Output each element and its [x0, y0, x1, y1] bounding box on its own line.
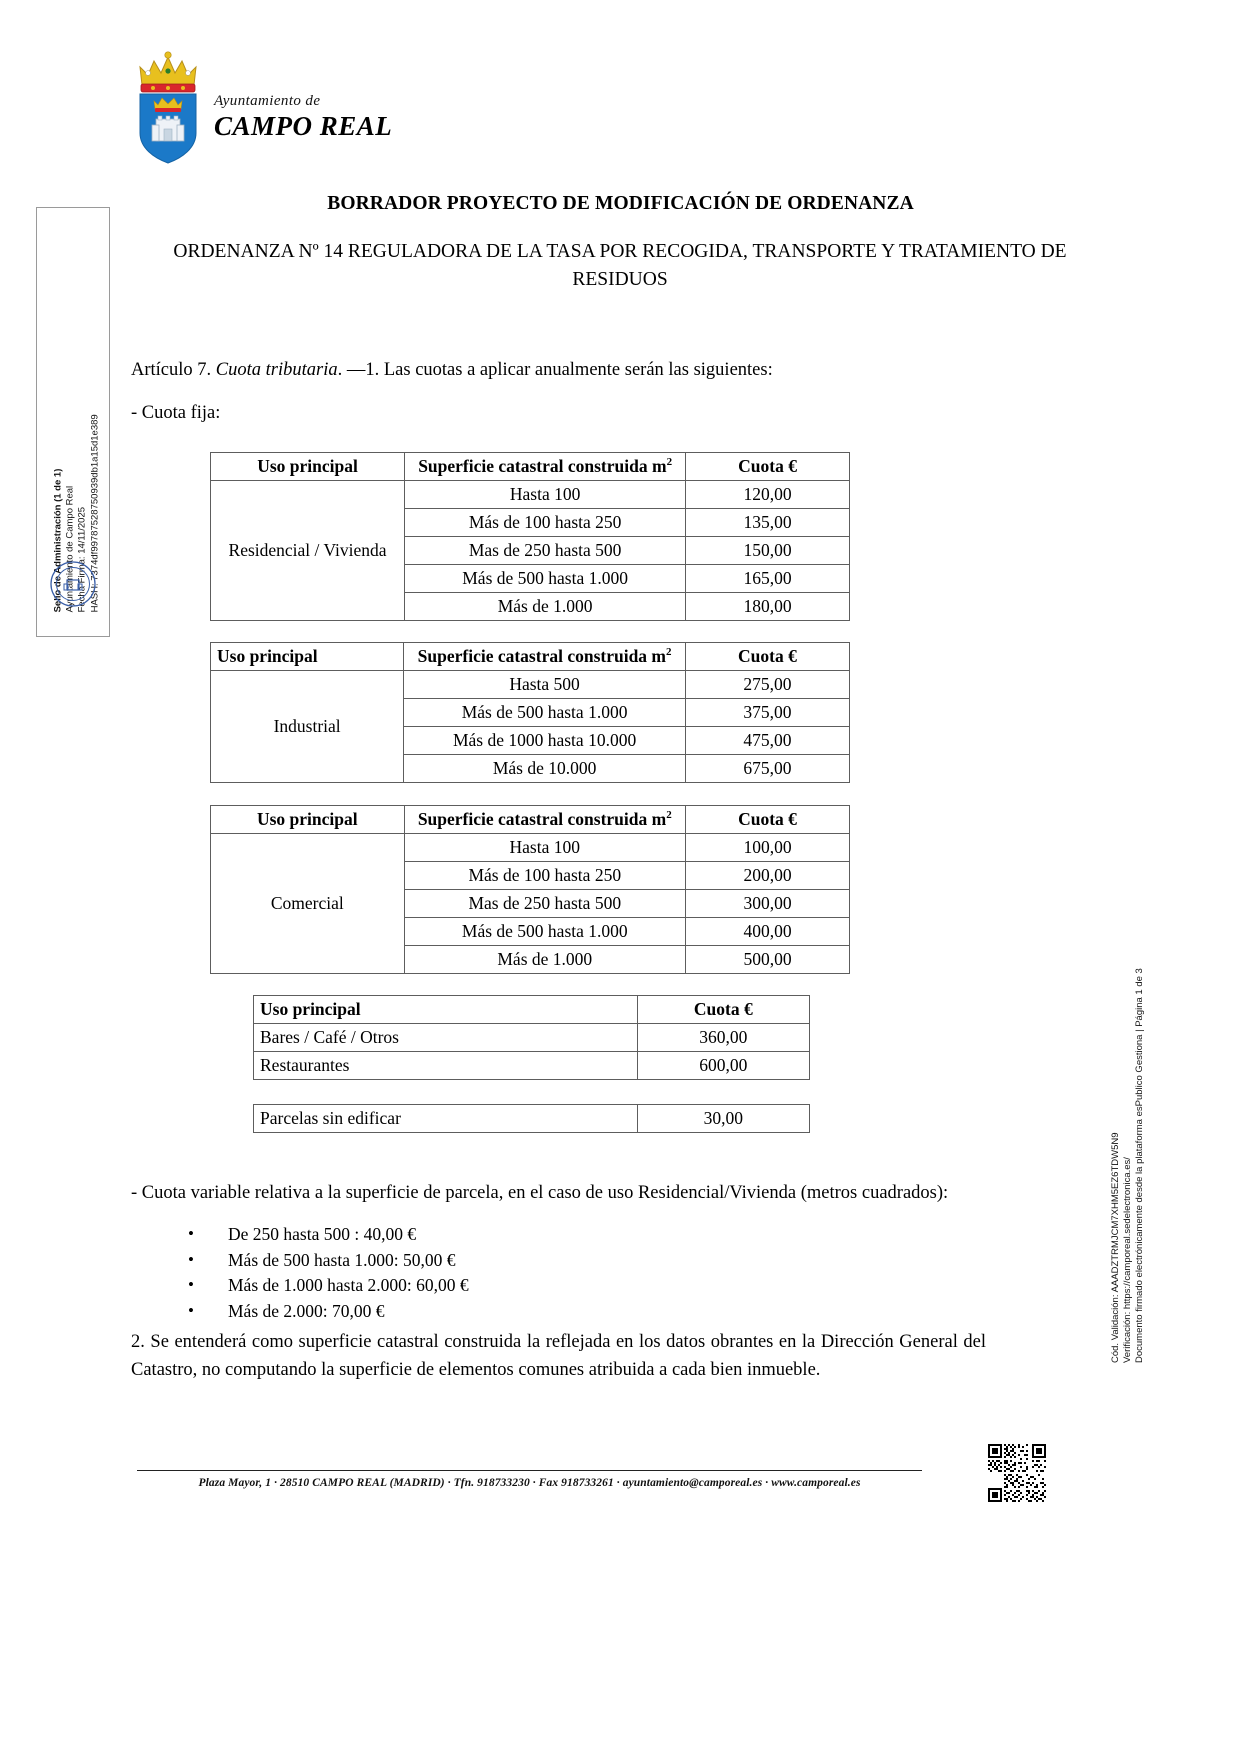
table-row [254, 1105, 810, 1133]
list-item: • Más de 2.000: 70,00 € [180, 1299, 880, 1325]
list-item: • Más de 500 hasta 1.000: 50,00 € [180, 1248, 880, 1274]
table-hosteleria [253, 995, 810, 1080]
article-7-prefix: Artículo 7. [131, 360, 216, 380]
article-7-italic: Cuota tributaria [215, 360, 338, 380]
validation-metadata [1110, 968, 1146, 1363]
table-parcelas [253, 1104, 810, 1133]
cell-superficie: Más de 100 hasta 250 [404, 862, 685, 890]
header-superficie-sup: 2 [666, 809, 672, 822]
page-subtitle: ORDENANZA Nº 14 REGULADORA DE LA TASA POR RECOGIDA, TRANSPORTE Y TRATAMIENTO DE RESIDUOS [173, 241, 1067, 290]
cell-cuota: 375,00 [685, 699, 849, 727]
cell-superficie: Hasta 500 [404, 671, 686, 699]
cell-cuota: 360,00 [637, 1024, 809, 1052]
header-superficie: Superficie catastral construida $m^2$ [404, 806, 685, 834]
header-uso-principal: Uso principal [211, 643, 404, 671]
header-cuota: Cuota € [686, 453, 850, 481]
header-uso-principal: Uso principal [211, 806, 405, 834]
cell-cuota: 400,00 [686, 918, 850, 946]
cell-cuota: 30,00 [637, 1105, 810, 1133]
cell-superficie: Más de 1.000 [404, 946, 685, 974]
paragraph-2: 2. Se entenderá como superficie catastral construida la reflejada en los datos obrantes en la Dirección General del Catastro, no computando la superficie de elementos comunes atribuida a cada bien inmueble. [131, 1332, 986, 1380]
cell-superficie: Más de 10.000 [404, 755, 686, 783]
cell-cuota: 120,00 [686, 481, 850, 509]
cell-superficie: Más de 500 hasta 1.000 [404, 918, 685, 946]
official-seal-icon [49, 560, 97, 608]
cell-cuota: 500,00 [686, 946, 850, 974]
stamp-line-1: Sello de Administración (1 de 1) [52, 468, 64, 613]
coat-of-arms-icon [128, 45, 208, 165]
table-header-row [254, 996, 810, 1024]
stamp-line-4: HASH: 7374df99787528750939db1a15d1e389 [89, 414, 101, 613]
list-item: • De 250 hasta 500 : 40,00 € [180, 1222, 880, 1248]
cell-uso: Industrial [211, 671, 404, 783]
variable-fee-list [180, 1222, 880, 1324]
logo-subtitle: Ayuntamiento de [214, 93, 321, 109]
administration-stamp-box [36, 207, 110, 637]
cell-cuota: 200,00 [686, 862, 850, 890]
cell-cuota: 675,00 [685, 755, 849, 783]
cell-cuota: 150,00 [686, 537, 850, 565]
cell-cuota: 300,00 [686, 890, 850, 918]
cell-cuota: 475,00 [685, 727, 849, 755]
header-superficie: Superficie catastral construida $m^2$ [404, 643, 686, 671]
header-cuota: Cuota € [685, 643, 849, 671]
cell-superficie: Mas de 250 hasta 500 [404, 890, 685, 918]
table-header-row [211, 643, 850, 671]
footer-contact: Plaza Mayor, 1 · 28510 CAMPO REAL (MADRID) · Tfn. 918733230 · Fax 918733261 · ayuntamiento@camporeal.es · www.camporeal.es [198, 1477, 861, 1489]
header-superficie: Superficie catastral construida $m^2$ [405, 453, 686, 481]
stamp-line-2: Ayuntamiento de Campo Real [64, 485, 76, 613]
stamp-text [53, 212, 102, 612]
qr-code-icon [988, 1444, 1046, 1502]
table-comercial [210, 805, 850, 974]
table-header-row [211, 453, 850, 481]
article-7-rest: . —1. Las cuotas a aplicar anualmente serán las siguientes: [337, 360, 773, 380]
cell-superficie: Mas de 250 hasta 500 [405, 537, 686, 565]
validation-code: Cód. Validación: AAADZTRMJCM7XHM5EZ6TDW5N9 [1110, 1132, 1121, 1363]
page-title: BORRADOR PROYECTO DE MODIFICACIÓN DE ORDENANZA [327, 193, 914, 214]
cell-cuota: 180,00 [686, 593, 850, 621]
table-row [254, 1052, 810, 1080]
logo-title: CAMPO REAL [214, 111, 393, 141]
signature-note: Documento firmado electrónicamente desde la plataforma esPublico Gestiona | Página 1 de 3 [1134, 968, 1145, 1363]
verification-url: Verificación: https://camporeal.sedelectronica.es/ [1122, 1157, 1133, 1363]
list-item: • Más de 1.000 hasta 2.000: 60,00 € [180, 1273, 880, 1299]
table-row [211, 671, 850, 699]
letterhead-logo [128, 45, 548, 170]
cell-uso: Parcelas sin edificar [254, 1105, 638, 1133]
cell-uso: Restaurantes [254, 1052, 638, 1080]
table-header-row [211, 806, 850, 834]
cell-superficie: Hasta 100 [404, 834, 685, 862]
header-cuota: Cuota € [686, 806, 850, 834]
article-7-paragraph [131, 357, 1011, 384]
cell-superficie: Más de 500 hasta 1.000 [405, 565, 686, 593]
header-uso-principal: Uso principal [254, 996, 638, 1024]
cell-uso: Comercial [211, 834, 405, 974]
table-row [211, 481, 850, 509]
cell-superficie: Hasta 100 [405, 481, 686, 509]
cell-superficie: Más de 100 hasta 250 [405, 509, 686, 537]
cell-cuota: 100,00 [686, 834, 850, 862]
cell-superficie: Más de 1000 hasta 10.000 [404, 727, 686, 755]
header-superficie-sup: 2 [666, 456, 673, 469]
cell-superficie: Más de 500 hasta 1.000 [404, 699, 686, 727]
cell-uso: Bares / Café / Otros [254, 1024, 638, 1052]
cell-cuota: 135,00 [686, 509, 850, 537]
header-cuota: Cuota € [637, 996, 809, 1024]
cell-superficie: Más de 1.000 [405, 593, 686, 621]
stamp-line-3: Fecha Firma: 14/11/2025 [77, 506, 88, 613]
footer-divider [137, 1470, 922, 1471]
table-residencial [210, 452, 850, 621]
header-uso-principal: Uso principal [211, 453, 405, 481]
header-superficie-sup: 2 [666, 646, 672, 659]
cell-cuota: 275,00 [685, 671, 849, 699]
cell-cuota: 165,00 [686, 565, 850, 593]
cell-cuota: 600,00 [637, 1052, 809, 1080]
table-industrial [210, 642, 850, 783]
table-row [211, 834, 850, 862]
cell-uso: Residencial / Vivienda [211, 481, 405, 621]
table-row [254, 1024, 810, 1052]
variable-fee-label: - Cuota variable relativa a la superficie de parcela, en el caso de uso Residencial/Vivienda (metros cuadrados): [131, 1183, 949, 1203]
fixed-fee-label: - Cuota fija: [131, 403, 221, 423]
